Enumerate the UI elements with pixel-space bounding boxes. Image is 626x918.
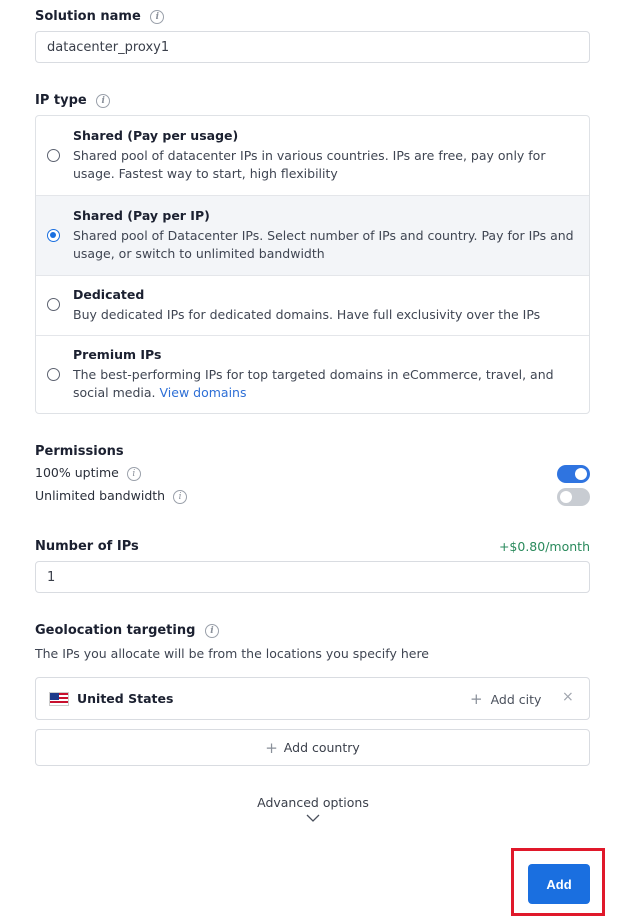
toggle-knob	[575, 468, 587, 480]
country-row	[35, 677, 590, 720]
bandwidth-toggle[interactable]	[557, 488, 590, 506]
toggle-knob	[560, 491, 572, 503]
option-title: Shared (Pay per IP)	[73, 208, 210, 223]
permissions-label: Permissions	[35, 444, 124, 459]
price-per-month: +$0.80/month	[498, 539, 590, 554]
option-description: Shared pool of datacenter IPs in various countries. IPs are free, pay only for usage. Fastest way to start, high flexibility	[73, 148, 546, 181]
us-flag-icon	[49, 692, 69, 706]
advanced-options-label: Advanced options	[257, 795, 369, 810]
number-of-ips-input[interactable]	[35, 561, 590, 593]
ip-type-option-shared-ip[interactable]	[36, 195, 589, 275]
ip-type-option-shared-usage[interactable]	[36, 116, 589, 195]
radio-button[interactable]	[47, 298, 60, 311]
info-icon[interactable]: i	[96, 94, 110, 108]
ip-type-option-dedicated[interactable]	[36, 275, 589, 335]
option-title: Dedicated	[73, 287, 145, 302]
solution-name-input[interactable]	[35, 31, 590, 63]
info-icon[interactable]: i	[173, 490, 187, 504]
info-icon[interactable]: i	[127, 467, 141, 481]
permission-bandwidth-row: Unlimited bandwidth i	[35, 488, 187, 504]
radio-button[interactable]	[47, 368, 60, 381]
uptime-toggle[interactable]	[557, 465, 590, 483]
number-of-ips-label: Number of IPs	[35, 539, 139, 554]
add-country-button[interactable]	[35, 729, 590, 766]
plus-icon: +	[265, 738, 278, 757]
chevron-down-icon	[0, 810, 626, 826]
solution-name-label: Solution name i	[35, 9, 164, 24]
country-name: United States	[77, 691, 174, 706]
option-description: The best-performing IPs for top targeted domains in eCommerce, travel, and social media. View domains	[73, 367, 554, 400]
radio-button[interactable]	[47, 149, 60, 162]
view-domains-link[interactable]: View domains	[159, 385, 247, 400]
geolocation-description: The IPs you allocate will be from the locations you specify here	[35, 646, 429, 661]
number-of-ips-value: 1	[47, 569, 56, 585]
ip-type-radio-group	[35, 115, 590, 414]
ip-type-option-premium[interactable]	[36, 335, 589, 414]
info-icon[interactable]: i	[205, 624, 219, 638]
plus-icon: +	[470, 690, 483, 708]
info-icon[interactable]: i	[150, 10, 164, 24]
solution-name-value: datacenter_proxy1	[47, 39, 170, 55]
radio-button-selected[interactable]	[47, 229, 60, 242]
add-city-button[interactable]: + Add city	[470, 690, 542, 708]
option-title: Shared (Pay per usage)	[73, 128, 239, 143]
add-country-label: Add country	[283, 740, 360, 755]
geolocation-label: Geolocation targeting i	[35, 623, 219, 638]
remove-country-icon[interactable]: ×	[562, 689, 574, 705]
option-title: Premium IPs	[73, 347, 162, 362]
advanced-options-toggle[interactable]	[0, 795, 626, 826]
permission-uptime-row: 100% uptime i	[35, 465, 141, 481]
option-description: Buy dedicated IPs for dedicated domains. Have full exclusivity over the IPs	[73, 307, 541, 322]
add-button[interactable]: Add	[528, 864, 590, 904]
option-description: Shared pool of Datacenter IPs. Select number of IPs and country. Pay for IPs and usage, or switch to unlimited bandwidth	[73, 228, 574, 261]
ip-type-label: IP type i	[35, 93, 110, 108]
